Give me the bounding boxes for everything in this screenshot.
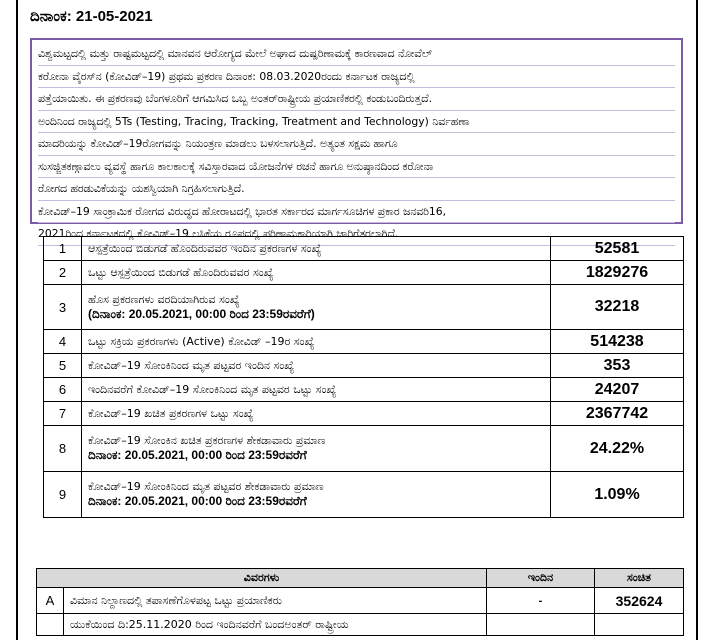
intro-line: ರೋಗದ ಹರಡುವಿಕೆಯನ್ನು ಯಶಸ್ವಿಯಾಗಿ ನಿಗ್ರಹಿಸಲಾಗುತ್ತಿದೆ. xyxy=(38,178,675,201)
row-value: 24.22% xyxy=(551,426,684,472)
report-date: ದಿನಾಂಕ: 21-05-2021 xyxy=(30,8,153,25)
header-cumulative: ಸಂಚಿತ xyxy=(595,569,684,588)
row-number: 1 xyxy=(44,237,82,261)
row-label: ಹೊಸ ಪ್ರಕರಣಗಳು ವರದಿಯಾಗಿರುವ ಸಂಖ್ಯೆ xyxy=(88,292,240,306)
row-cumulative xyxy=(595,614,684,636)
intro-line: ಕರೋನಾ ವೈರಸ್‌ನ (ಕೋವಿಡ್–19) ಪ್ರಥಮ ಪ್ರಕರಣ ದಿನಾಂಕ: 08.03.2020ರಂದು ಕರ್ನಾಟಕ ರಾಜ್ಯದಲ್ಲಿ xyxy=(38,66,675,89)
row-number: 3 xyxy=(44,285,82,330)
row-letter xyxy=(37,614,64,636)
stats-row xyxy=(44,472,684,518)
row-sublabel: ದಿನಾಂಕ: 20.05.2021, 00:00 ರಿಂದ 23:59ರವರೆಗೆ xyxy=(88,448,307,462)
row-label-cell xyxy=(82,285,551,330)
row-label-cell xyxy=(82,426,551,472)
row-number: 9 xyxy=(44,472,82,518)
row-value: 24207 xyxy=(551,378,684,402)
stats-row xyxy=(44,285,684,330)
details-row xyxy=(37,614,684,636)
header-details: ವಿವರಗಳು xyxy=(37,569,487,588)
row-label: ಒಟ್ಟು ಸಕ್ರಿಯ ಪ್ರಕರಣಗಳು (Active) ಕೋವಿಡ್ –19ರ ಸಂಖ್ಯೆ xyxy=(82,330,551,354)
row-sublabel: ದಿನಾಂಕ: 20.05.2021, 00:00 ರಿಂದ 23:59ರವರೆಗೆ xyxy=(88,494,307,508)
intro-line: ಮಾದರಿಯನ್ನು ಕೋವಿಡ್–19ರೋಗವನ್ನು ನಿಯಂತ್ರಣ ಮಾಡಲು ಬಳಸಲಾಗುತ್ತಿದೆ. ಅತ್ಯಂತ ಸಕ್ಷಮ ಹಾಗೂ xyxy=(38,133,675,156)
row-value: 1829276 xyxy=(551,261,684,285)
row-value: 1.09% xyxy=(551,472,684,518)
row-label: ಕೋವಿಡ್–19 ಸೋಂಕಿನಿಂದ ಮೃತ ಪಟ್ಟವರ ಇಂದಿನ ಸಂಖ್ಯೆ xyxy=(82,354,551,378)
row-value: 2367742 xyxy=(551,402,684,426)
row-value: 52581 xyxy=(551,237,684,261)
row-sublabel: (ದಿನಾಂಕ: 20.05.2021, 00:00 ರಿಂದ 23:59ರವರೆಗೆ) xyxy=(88,306,315,321)
intro-line: ಸುಸಜ್ಜಿತಕಣ್ಗಾವಲು ವ್ಯವಸ್ಥೆ ಹಾಗೂ ಕಾಲಕಾಲಕ್ಕೆ ಸವಿಸ್ತಾರವಾದ ಯೋಜನೆಗಳ ರಚನೆ ಹಾಗೂ ಅನುಷ್ಠಾನದಿಂದ ಕರೋನಾ xyxy=(38,156,675,179)
row-label: ಕೋವಿಡ್–19 ಸೋಂಕಿನಿಂದ ಮೃತ ಪಟ್ಟವರ ಶೇಕಡಾವಾರು ಪ್ರಮಾಣ xyxy=(88,480,324,493)
intro-line: ಕೋವಿಡ್–19 ಸಾಂಕ್ರಾಮಿಕ ರೋಗದ ವಿರುದ್ಧದ ಹೋರಾಟದಲ್ಲಿ ಭಾರತ ಸರ್ಕಾರದ ಮಾರ್ಗಸೂಚಿಗಳ ಪ್ರಕಾರ ಜನವರಿ16, xyxy=(38,201,675,224)
intro-line: ಪತ್ತೆಯಾಯಿತು. ಈ ಪ್ರಕರಣವು ಬೆಂಗಳೂರಿಗೆ ಆಗಮಿಸಿದ ಒಬ್ಬ ಅಂತರ್‌ರಾಷ್ಟ್ರೀಯ ಪ್ರಯಾಣಿಕರಲ್ಲಿ ಕಂಡುಬಂದಿರುತ್ತದೆ. xyxy=(38,88,675,111)
header-today: ಇಂದಿನ xyxy=(487,569,595,588)
stats-row xyxy=(44,261,684,285)
row-number: 7 xyxy=(44,402,82,426)
row-number: 5 xyxy=(44,354,82,378)
stats-row xyxy=(44,237,684,261)
row-today: - xyxy=(487,588,595,614)
row-number: 2 xyxy=(44,261,82,285)
row-label: ಯುಕೆಯಿಂದ ದಿ:25.11.2020 ರಿಂದ ಇಂದಿನವರೆಗೆ ಬಂದಅಂತರ್ ರಾಷ್ಟ್ರೀಯ xyxy=(64,614,487,636)
details-row xyxy=(37,588,684,614)
row-label: ಆಸ್ಪತ್ರೆಯಿಂದ ಬಿಡುಗಡೆ ಹೊಂದಿರುವವರ ಇಂದಿನ ಪ್ರಕರಣಗಳ ಸಂಖ್ಯೆ xyxy=(82,237,551,261)
row-today xyxy=(487,614,595,636)
intro-line: 2021ರಿಂದ ಕರ್ನಾಟಕದಲ್ಲಿ ಕೋವಿಡ್–19 ಲಸಿಕೆಯ ರೂಪದಲ್ಲಿ ಪರಿಣಾಮಕಾರಿಯಾಗಿ ಜಾರಿಗೆತರಲಾಗಿದೆ. xyxy=(38,223,675,246)
intro-line: ವಿಶ್ವಮಟ್ಟದಲ್ಲಿ ಮತ್ತು ರಾಷ್ಟಮಟ್ಟದಲ್ಲಿ ಮಾನವನ ಆರೋಗ್ಯದ ಮೇಲೆ ಅಘಾದ ದುಷ್ಪರಿಣಾಮಕ್ಕೆ ಕಾರಣವಾದ ನೋವೆಲ್ xyxy=(38,43,675,66)
stats-row xyxy=(44,354,684,378)
row-value: 514238 xyxy=(551,330,684,354)
row-letter: A xyxy=(37,588,64,614)
intro-box xyxy=(30,38,683,240)
stats-row xyxy=(44,330,684,354)
row-number: 4 xyxy=(44,330,82,354)
row-label: ವಿಮಾನ ನಿಲ್ದಾಣದಲ್ಲಿ ತಪಾಸಣೆಗೊಳಪಟ್ಟ ಒಟ್ಟು ಪ್ರಯಾಣಿಕರು xyxy=(64,588,487,614)
row-label: ಕೋವಿಡ್–19 ಖಚಿತ ಪ್ರಕರಣಗಳ ಒಟ್ಟು ಸಂಖ್ಯೆ xyxy=(82,402,551,426)
stats-row xyxy=(44,378,684,402)
stats-row xyxy=(44,402,684,426)
intro-line: ಅಂದಿನಿಂದ ರಾಜ್ಯದಲ್ಲಿ 5Ts (Testing, Tracing, Tracking, Treatment and Technology) ನಿರ್ವಹಣಾ xyxy=(38,111,675,134)
stats-row xyxy=(44,426,684,472)
row-cumulative: 352624 xyxy=(595,588,684,614)
stats-table xyxy=(43,236,684,518)
details-table xyxy=(36,568,684,636)
details-header-row xyxy=(37,569,684,588)
row-label: ಒಟ್ಟು ಆಸ್ಪತ್ರೆಯಿಂದ ಬಿಡುಗಡೆ ಹೊಂದಿರುವವರ ಸಂಖ್ಯೆ xyxy=(82,261,551,285)
row-label: ಕೋವಿಡ್–19 ಸೋಂಕಿನ ಖಚಿತ ಪ್ರಕರಣಗಳ ಶೇಕಡಾವಾರು ಪ್ರಮಾಣ xyxy=(88,434,326,447)
row-number: 6 xyxy=(44,378,82,402)
row-number: 8 xyxy=(44,426,82,472)
row-value: 353 xyxy=(551,354,684,378)
row-label-cell xyxy=(82,472,551,518)
row-label: ಇಂದಿನವರೆಗೆ ಕೋವಿಡ್–19 ಸೋಂಕಿನಿಂದ ಮೃತ ಪಟ್ಟವರ ಒಟ್ಟು ಸಂಖ್ಯೆ xyxy=(82,378,551,402)
row-value: 32218 xyxy=(551,285,684,330)
